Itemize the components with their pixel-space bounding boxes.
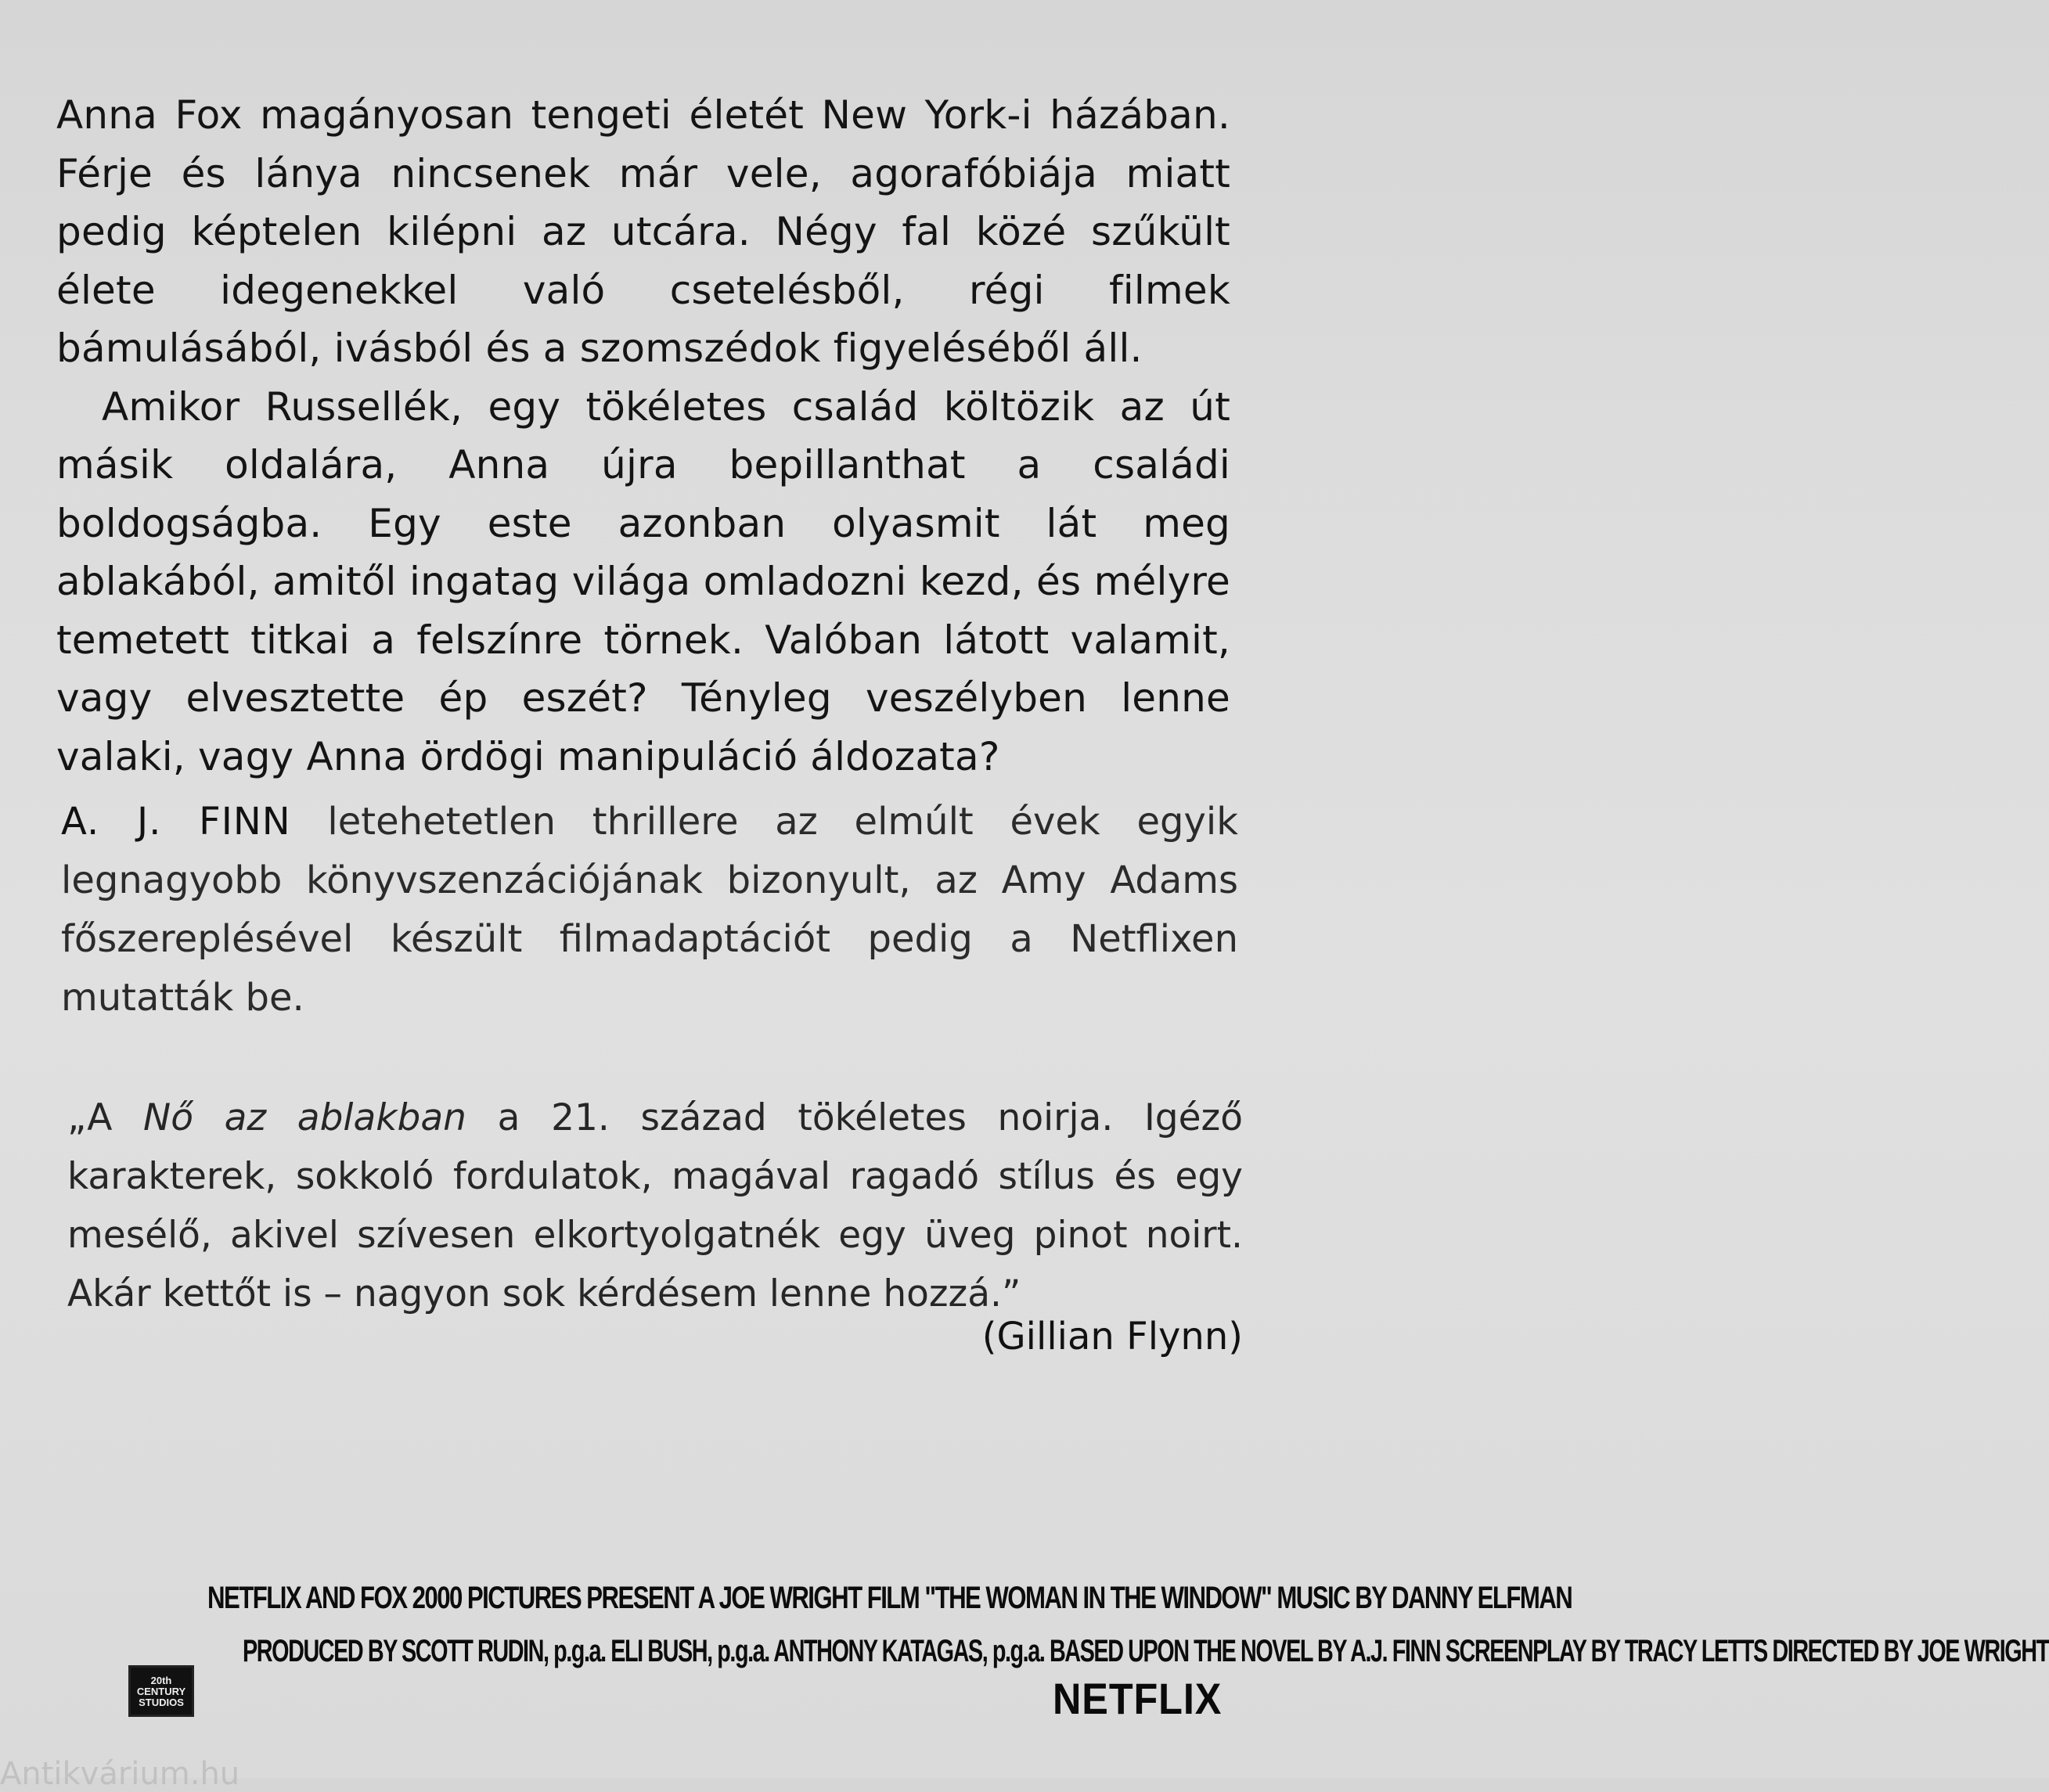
blurb-text: [56, 86, 1230, 786]
quote-text: a 21. század tökéletes noirja. Igéző karakterek, sokkoló fordulatok, magával ragadó stílus és egy mesélő, akivel szívesen elkortyolgatnék egy üveg pinot noirt. Akár kettőt is – nagyon sok kérdésem lenne hozzá.”: [67, 1096, 1243, 1315]
author-paragraph-text: letehetetlen thrillere az elmúlt évek egyik legnagyobb könyvszenzációjának bizonyult, az Amy Adams főszereplésével készült filmadaptációt pedig a Netflixen mutatták be.: [61, 800, 1238, 1020]
author-paragraph: [61, 793, 1238, 1027]
blurb-paragraph-2: Amikor Russellék, egy tökéletes család költözik az út másik oldalára, Anna újra bepillanthat a családi boldogságba. Egy este azonban olyasmit lát meg ablakából, amitől ingatag világa omladozni kezd, és mélyre temetett titkai a felszínre törnek. Valóban látott valamit, vagy elvesztette ép eszét? Tényleg veszélyben lenne valaki, vagy Anna ördögi manipuláció áldozata?: [56, 383, 1230, 779]
netflix-logo: NETFLIX: [1053, 1674, 1223, 1723]
author-name: A. J. FINN: [61, 800, 291, 844]
review-quote: [67, 1089, 1243, 1323]
quoted-book-title: Nő az ablakban: [143, 1096, 466, 1139]
film-credit-block: [78, 1573, 2049, 1676]
studio-logo: 20th CENTURY STUDIOS: [128, 1665, 194, 1717]
credit-line-1: NETFLIX AND FOX 2000 PICTURES PRESENT A JOE WRIGHT FILM "THE WOMAN IN THE WINDOW" MUSIC BY DANNY ELFMAN: [207, 1581, 1572, 1615]
quote-attribution: (Gillian Flynn): [981, 1315, 1243, 1358]
watermark: Antikvárium.hu: [0, 1756, 240, 1792]
quote-open: „A: [67, 1096, 144, 1139]
blurb-paragraph-1: Anna Fox magányosan tengeti életét New York-i házában. Férje és lánya nincsenek már vele, agorafóbiája miatt pedig képtelen kilépni az utcára. Négy fal közé szűkült élete idegenekkel való csetelésből, régi filmek bámulásából, ivásból és a szomszédok figyeléséből áll.: [56, 92, 1230, 371]
credit-line-2: PRODUCED BY SCOTT RUDIN, p.g.a. ELI BUSH, p.g.a. ANTHONY KATAGAS, p.g.a. BASED UPON THE NOVEL BY A.J. FINN SCREENPLAY BY TRACY LETTS DIRECTED BY JOE WRIGHT: [243, 1634, 2049, 1668]
